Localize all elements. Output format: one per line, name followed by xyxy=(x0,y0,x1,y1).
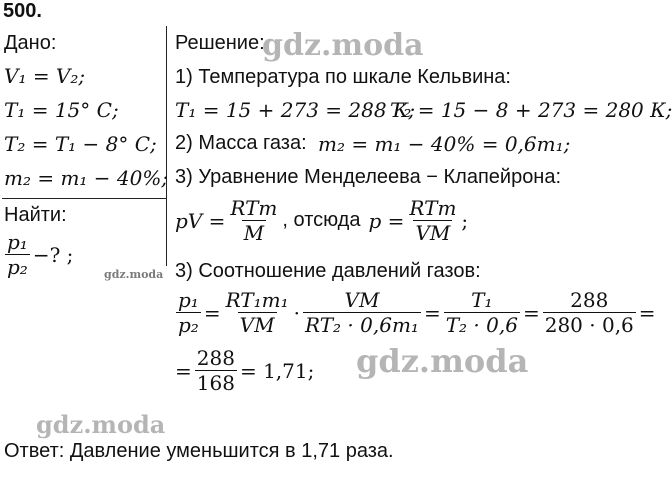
step2-title: 2) Масса газа: xyxy=(175,132,307,154)
step3-title: 3) Уравнение Менделеева − Клапейрона: xyxy=(175,166,562,188)
step3-fraction-1: $\frac{\text{RTm}}{M}$ xyxy=(230,196,278,245)
watermark-middle: gdz.moda xyxy=(356,342,529,380)
answer-text: Ответ: Давление уменьшится в 1,71 раза. xyxy=(4,440,394,462)
step3-fraction-2: $\frac{\text{RTm}}{VM}$ xyxy=(409,196,457,245)
watermark-bottom: gdz.moda xyxy=(36,410,166,439)
fraction-288-280: $\frac{288}{280 \cdot 0,6}$ xyxy=(544,288,634,337)
given-temperature-1: T₁ = 15° C; xyxy=(4,98,119,122)
fraction-t1-t2: $\frac{\text{T₁}}{\text{T₂ · 0,6}}$ xyxy=(445,288,518,337)
step1-eq1: T₁ = 15 + 273 = 288 К; xyxy=(175,98,416,122)
given-heading: Дано: xyxy=(4,32,57,54)
solution-heading: Решение: xyxy=(175,32,265,54)
final-equation: = $\frac{288}{168}$ = 1,71; xyxy=(175,346,315,395)
step4-title: 3) Соотношение давлений газов: xyxy=(175,260,481,282)
given-separator-vertical xyxy=(166,26,167,266)
watermark-small: gdz.moda xyxy=(104,268,164,281)
watermark-top: gdz.moda xyxy=(262,28,424,63)
step1-eq2: T₂ = 15 − 8 + 273 = 280 К; xyxy=(390,98,672,122)
step4-equation: $\frac{\text{p₁}}{\text{p₂}}$ = $\frac{\text{RT₁m₁}}{VM}$ · $\frac{VM}{\text{RT₂ · 0,6m₁}}$ = $\frac{\text{T₁}}{\text{T₂ · 0,6}}$ = $\frac{288}{280 \cdot 0,6}$ = xyxy=(178,288,656,337)
fraction-rt1m1-vm: $\frac{\text{RT₁m₁}}{VM}$ xyxy=(225,288,289,337)
fraction-288-168: $\frac{288}{168}$ xyxy=(196,346,235,395)
given-separator-horizontal xyxy=(2,198,167,199)
ratio-fraction: $\frac{\text{p₁}}{\text{p₂}}$ xyxy=(178,288,199,337)
step2-eq: m₂ = m₁ − 40% = 0,6m₁; xyxy=(318,132,571,156)
task-number: 500. xyxy=(3,0,42,22)
find-ratio: $\frac{\text{p₁}}{\text{p₂}}$ −? ; xyxy=(7,230,74,279)
given-temperature-2: T₂ = T₁ − 8° C; xyxy=(4,132,157,156)
step3-equation: pV = $\frac{\text{RTm}}{M}$ , отсюда p = $\frac{\text{RTm}}{VM}$ ; xyxy=(175,196,469,245)
find-fraction: $\frac{\text{p₁}}{\text{p₂}}$ xyxy=(7,230,28,279)
step1-title: 1) Температура по шкале Кельвина: xyxy=(175,66,511,88)
given-mass: m₂ = m₁ − 40%; xyxy=(4,166,169,190)
fraction-vm-rt2: $\frac{VM}{\text{RT₂ · 0,6m₁}}$ xyxy=(305,288,419,337)
given-volume: V₁ = V₂; xyxy=(4,64,86,88)
find-heading: Найти: xyxy=(4,204,67,226)
